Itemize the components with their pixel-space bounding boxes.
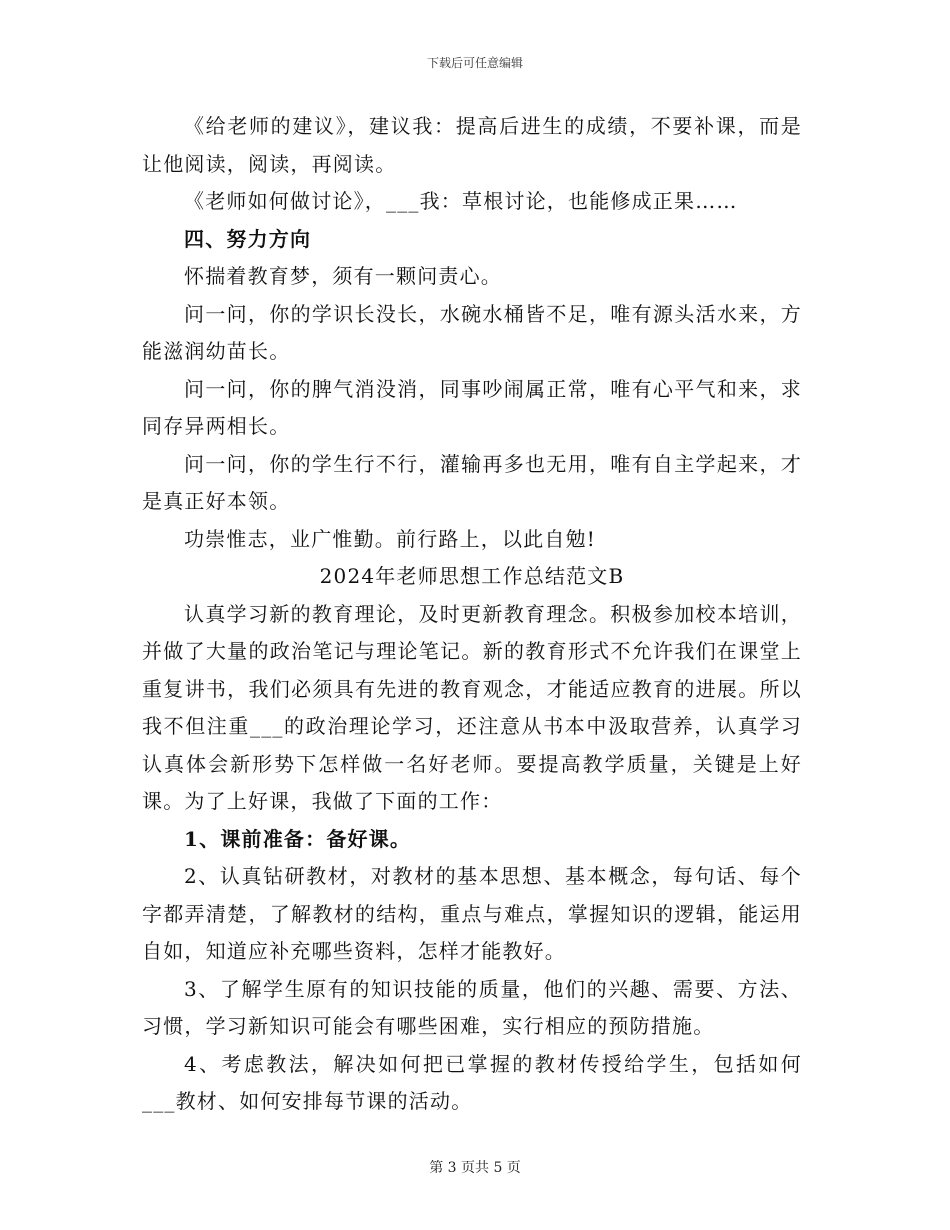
article-intro: 认真学习新的教育理论，及时更新教育理念。积极参加校本培训，并做了大量的政治笔记与理论笔记。新的教育形式不允许我们在课堂上重复讲书，我们必须具有先进的教育观念，才能适应教育的进展。所以我不但注重___的政治理论学习，还注意从书本中汲取营养，认真学习认真体会新形势下怎样做一名好老师。要提高教学质量，关键是上好课。为了上好课，我做了下面的工作： <box>142 601 802 813</box>
section-line: 功崇惟志，业广惟勤。前行路上，以此自勉! <box>184 526 597 551</box>
page-footer: 第 3 页共 5 页 <box>429 1160 521 1176</box>
list-item: 4、考虑教法，解决如何把已掌握的教材传授给学生，包括如何___教材、如何安排每节课的活动。 <box>142 1051 802 1113</box>
item-heading: 1、课前准备：备好课。 <box>184 826 412 851</box>
paragraph-suggestion: 《给老师的建议》，建议我：提高后进生的成绩，不要补课，而是让他阅读，阅读，再阅读。 <box>142 114 802 176</box>
section-line: 问一问，你的脾气消没消，同事吵闹属正常，唯有心平气和来，求同存异两相长。 <box>142 376 802 438</box>
paragraph-discussion: 《老师如何做讨论》，___我：草根讨论，也能修成正果…… <box>184 189 738 213</box>
section-line: 问一问，你的学识长没长，水碗水桶皆不足，唯有源头活水来，方能滋润幼苗长。 <box>142 301 802 363</box>
section-line: 问一问，你的学生行不行，灌输再多也无用，唯有自主学起来，才是真正好本领。 <box>142 451 802 513</box>
document-body <box>142 108 802 1121</box>
section-heading: 四、努力方向 <box>184 226 312 251</box>
list-item: 2、认真钻研教材，对教材的基本思想、基本概念，每句话、每个字都弄清楚，了解教材的结构，重点与难点，掌握知识的逻辑，能运用自如，知道应补充哪些资料，怎样才能教好。 <box>142 864 802 963</box>
list-item: 3、了解学生原有的知识技能的质量，他们的兴趣、需要、方法、习惯，学习新知识可能会有哪些困难，实行相应的预防措施。 <box>142 976 802 1038</box>
page-header: 下载后可任意编辑 <box>426 56 523 70</box>
article-title: 2024年老师思想工作总结范文B <box>319 564 625 588</box>
section-line: 怀揣着教育梦，须有一颗问责心。 <box>184 264 502 288</box>
